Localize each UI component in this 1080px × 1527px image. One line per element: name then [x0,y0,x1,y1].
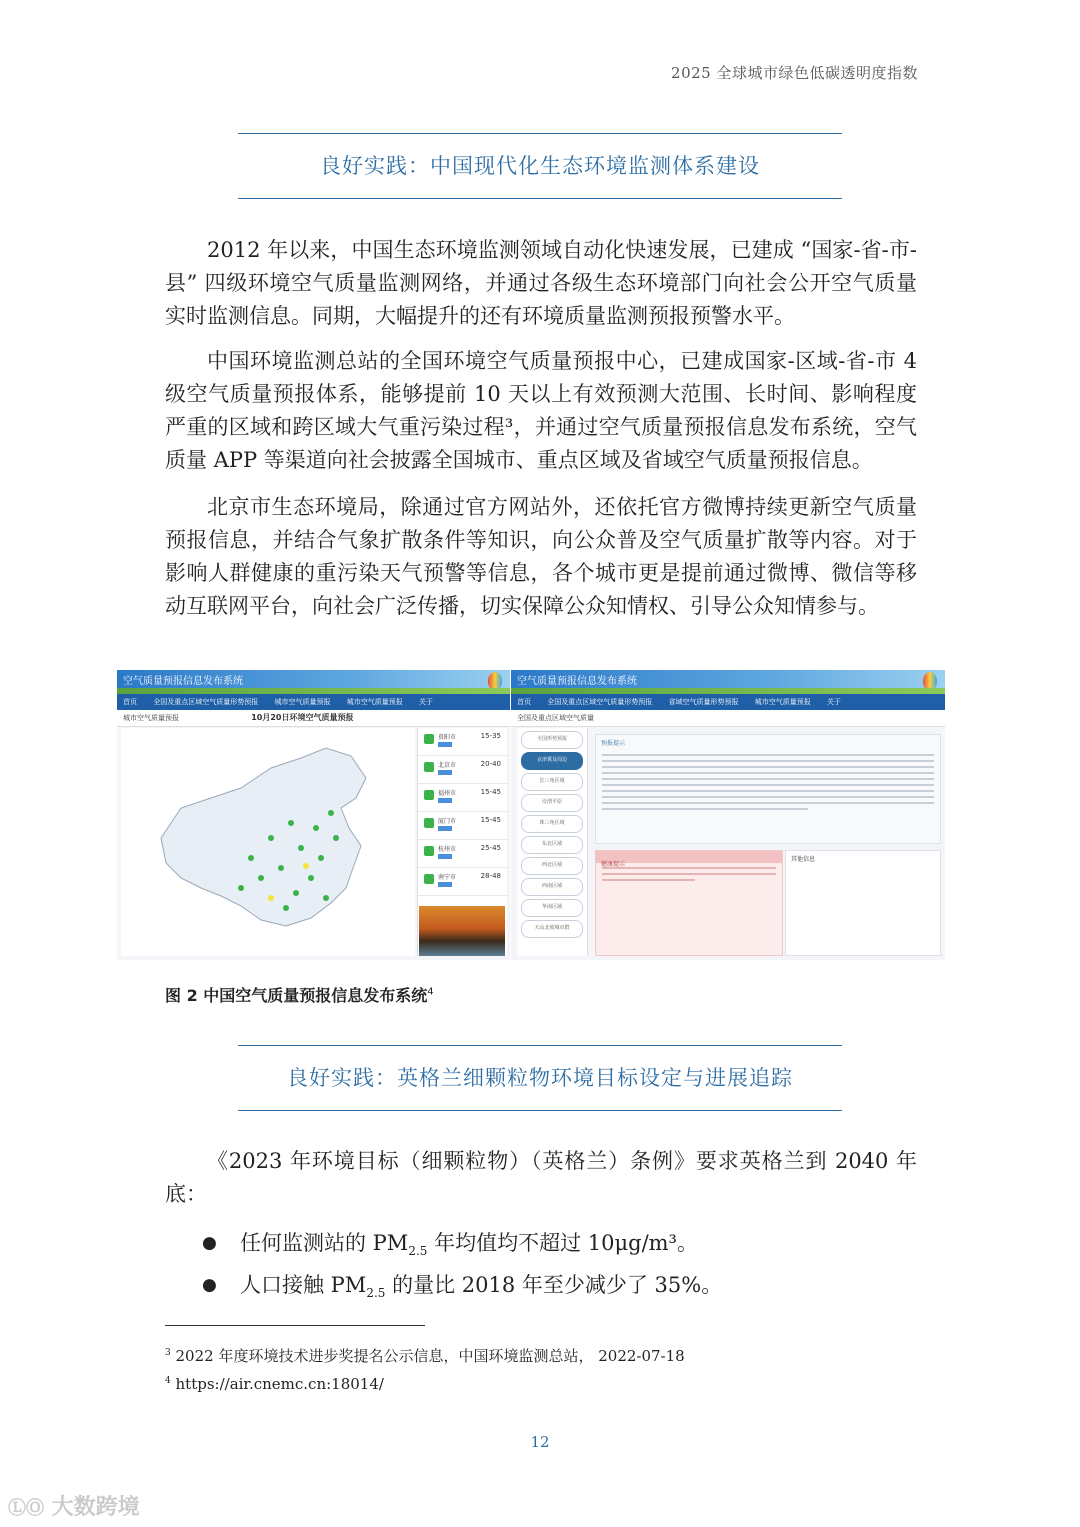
other-label: 其他信息 [791,856,816,863]
figure-caption [165,983,434,1006]
region-item: 天山北坡城市群 [521,920,583,938]
nav-city: 城市空气质量预报 [754,698,811,706]
box-title-china: 良好实践：中国现代化生态环境监测体系建设 [238,133,842,199]
running-title: 2025 全球城市绿色低碳透明度指数 [671,64,918,82]
nav-home: 首页 [517,698,531,706]
nav-about: 关于 [418,698,433,706]
region-item: 华南区域 [521,899,583,917]
region-item: 西南区域 [521,878,583,896]
region-item-active: 京津冀及周边 [521,752,583,770]
region-item: 长三角区域 [521,773,583,791]
target-list [198,1226,722,1310]
health-label: 健康提示 [601,861,626,868]
autumn-photo [419,906,505,956]
nav-about: 关于 [826,698,841,706]
figure-caption-text: 图 2 中国空气质量预报信息发布系统 [165,986,428,1005]
fig-right-nav [511,694,945,710]
paragraph-4: 《2023 年环境目标（细颗粒物）（英格兰）条例》要求英格兰到 2040 年底： [165,1149,917,1206]
china-map [121,728,415,956]
footnote-divider [165,1325,425,1326]
region-menu [517,728,588,956]
region-item: 汾渭平原 [521,794,583,812]
fig-right-sub-label: 全国及重点区域空气质量 [517,714,594,722]
fig-right-subheader [511,710,945,727]
figure-screenshot-city-forecast [117,670,510,960]
list-item: 贵阳市 15-35 [418,728,507,756]
nav-city-2: 城市空气质量预报 [346,698,403,706]
figure-caption-ref: 4 [427,986,434,998]
list-item: 杭州市 25-45 [418,840,507,868]
fig-left-subheader [117,710,510,727]
watermark: ⓁⓄ 大数跨境 [8,1495,140,1520]
fig-left-banner-title: 空气质量预报信息发布系统 [123,676,243,687]
balloon-icon [923,672,937,690]
footnote-4: $^4$ https://air.cnemc.cn:18014/ [165,1375,384,1393]
list-item: ● 人口接触 $PM_{2.5}$ 的量比 2018 年至少减少了 35%。 [198,1268,722,1310]
watermark-logo-icon: ⓁⓄ [8,1498,44,1519]
fig-right-banner-title: 空气质量预报信息发布系统 [517,676,637,687]
region-item: 西北区域 [521,857,583,875]
box-title-england: 良好实践：英格兰细颗粒物环境目标设定与进展追踪 [238,1045,842,1111]
paragraph-2: 中国环境监测总站的全国环境空气质量预报中心，已建成国家-区域-省-市 4 级空气质量预报体系，能够提前 10 天以上有效预测大范围、长时间、影响程度严重的区域和跨区域大气重污染过程³，并通过空气质量预报信息发布系统，空气质量 APP 等渠道向社会披露全国城市、重点区域及省域空气质量预报信息。 [165,349,917,472]
nav-city: 城市空气质量预报 [274,698,331,706]
china-map-shape [121,728,415,956]
region-item: 全国形势预报 [521,731,583,749]
other-panel [785,850,941,956]
paragraph-3: 北京市生态环境局，除通过官方网站外，还依托官方微博持续更新空气质量预报信息，并结合气象扩散条件等知识，向公众普及空气质量扩散等内容。对于影响人群健康的重污染天气预警等信息，各个城市更是提前通过微博、微信等移动互联网平台，向社会广泛传播，切实保障公众知情权、引导公众知情参与。 [165,495,917,618]
list-item: 厦门市 15-45 [418,812,507,840]
health-panel [595,850,783,956]
list-item: 南宁市 28-48 [418,868,507,896]
fig-left-sub-label: 城市空气质量预报 [123,714,179,722]
list-item: ● 任何监测站的 $PM_{2.5}$ 年均值均不超过 10μg/m³。 [198,1226,722,1268]
fig-right-banner [511,670,945,694]
paragraph-1: 2012 年以来，中国生态环境监测领域自动化快速发展，已建成 “国家-省-市-县” 四级环境空气质量监测网络，并通过各级生态环境部门向社会公开空气质量实时监测信息。同期，大幅提升的还有环境质量监测预报预警水平。 [165,238,917,328]
nav-national: 全国及重点区域空气质量形势预报 [547,698,653,706]
list-item: 福州市 15-45 [418,784,507,812]
region-item: 珠三角区域 [521,815,583,833]
forecast-panel [595,734,941,844]
footnote-3: $^3$ 2022 年度环境技术进步奖提名公示信息，中国环境监测总站， 2022-07-18 [165,1347,685,1365]
list-item: 北京市 20-40 [418,756,507,784]
nav-national: 全国及重点区域空气质量形势预报 [153,698,259,706]
fig-left-sub-title: 10月20日环境空气质量预报 [251,713,354,722]
nav-province: 省域空气质量形势预报 [668,698,739,706]
figure-screenshot-regional-forecast [511,670,945,960]
forecast-label: 预报提示 [601,740,626,747]
page-number: 12 [530,1433,550,1451]
region-item: 东北区域 [521,836,583,854]
nav-home: 首页 [123,698,137,706]
fig-left-banner [117,670,510,694]
balloon-icon [488,672,502,690]
fig-left-nav [117,694,510,710]
